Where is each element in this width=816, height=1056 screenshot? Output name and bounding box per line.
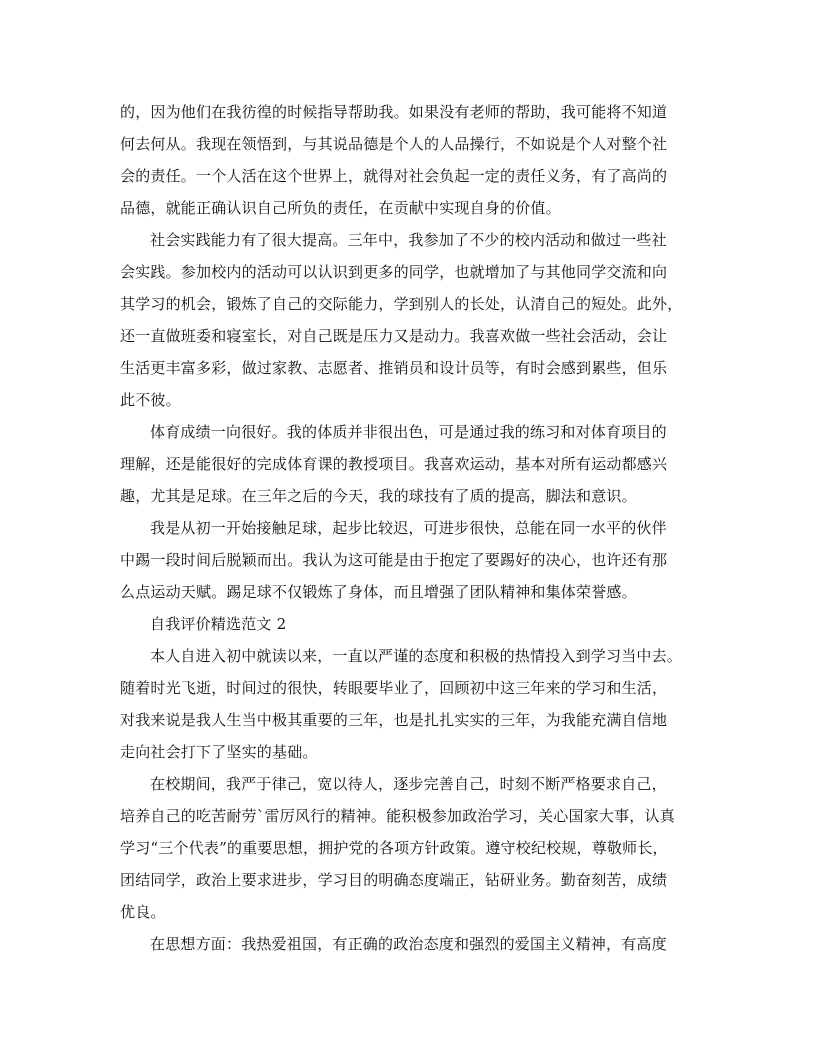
text-line: 随着时光飞逝，时间过的很快，转眼要毕业了，回顾初中这三年来的学习和生活， <box>120 679 668 697</box>
paragraph-first-line: 我是从初一开始接触足球，起步比较迟，可进步很快，总能在同一水平的伙伴 <box>150 519 667 537</box>
paragraph-first-line: 本人自进入初中就读以来，一直以严谨的态度和积极的热情投入到学习当中去。 <box>150 647 683 665</box>
text-line: 何去何从。我现在领悟到，与其说品德是个人的人品操行，不如说是个人对整个社 <box>120 135 668 153</box>
paragraph-first-line: 在思想方面：我热爱祖国，有正确的政治态度和强烈的爱国主义精神，有高度 <box>150 935 667 953</box>
text-line: 优良。 <box>120 903 166 921</box>
text-line: 走向社会打下了坚实的基础。 <box>120 743 318 761</box>
text-line: 其学习的机会，锻炼了自己的交际能力，学到别人的长处，认清自己的短处。此外， <box>120 295 683 313</box>
text-line: 么点运动天赋。踢足球不仅锻炼了身体，而且增强了团队精神和集体荣誉感。 <box>120 583 637 601</box>
text-line: 学习“三个代表”的重要思想，拥护党的各项方针政策。遵守校纪校规，尊敬师长， <box>120 839 668 857</box>
text-line: 会实践。参加校内的活动可以认识到更多的同学，也就增加了与其他同学交流和向 <box>120 263 668 281</box>
paragraph-first-line: 体育成绩一向很好。我的体质并非很出色，可是通过我的练习和对体育项目的 <box>150 423 667 441</box>
paragraph-first-line: 社会实践能力有了很大提高。三年中，我参加了不少的校内活动和做过一些社 <box>150 231 667 249</box>
text-line: 还一直做班委和寝室长，对自己既是压力又是动力。我喜欢做一些社会活动，会让 <box>120 327 668 345</box>
paragraph-first-line: 在校期间，我严于律己，宽以待人，逐步完善自己，时刻不断严格要求自己， <box>150 775 667 793</box>
text-line: 对我来说是我人生当中极其重要的三年，也是扎扎实实的三年，为我能充满自信地 <box>120 711 668 729</box>
text-line: 中踢一段时间后脱颖而出。我认为这可能是由于抱定了要踢好的决心，也许还有那 <box>120 551 668 569</box>
document-body <box>120 96 698 960</box>
text-line: 趣，尤其是足球。在三年之后的今天，我的球技有了质的提高，脚法和意识。 <box>120 487 637 505</box>
text-line: 理解，还是能很好的完成体育课的教授项目。我喜欢运动，基本对所有运动都感兴 <box>120 455 668 473</box>
text-line: 此不彼。 <box>120 391 181 409</box>
section-heading: 自我评价精选范文 2 <box>150 615 287 633</box>
text-line: 培养自己的吃苦耐劳`雷厉风行的精神。能积极参加政治学习，关心国家大事，认真 <box>120 807 675 825</box>
text-line: 的，因为他们在我彷徨的时候指导帮助我。如果没有老师的帮助，我可能将不知道 <box>120 103 668 121</box>
text-line: 会的责任。一个人活在这个世界上，就得对社会负起一定的责任义务，有了高尚的 <box>120 167 668 185</box>
text-line: 品德，就能正确认识自己所负的责任，在贡献中实现自身的价值。 <box>120 199 561 217</box>
text-line: 生活更丰富多彩，做过家教、志愿者、推销员和设计员等，有时会感到累些，但乐 <box>120 359 668 377</box>
text-line: 团结同学，政治上要求进步，学习目的明确态度端正，钻研业务。勤奋刻苦，成绩 <box>120 871 668 889</box>
